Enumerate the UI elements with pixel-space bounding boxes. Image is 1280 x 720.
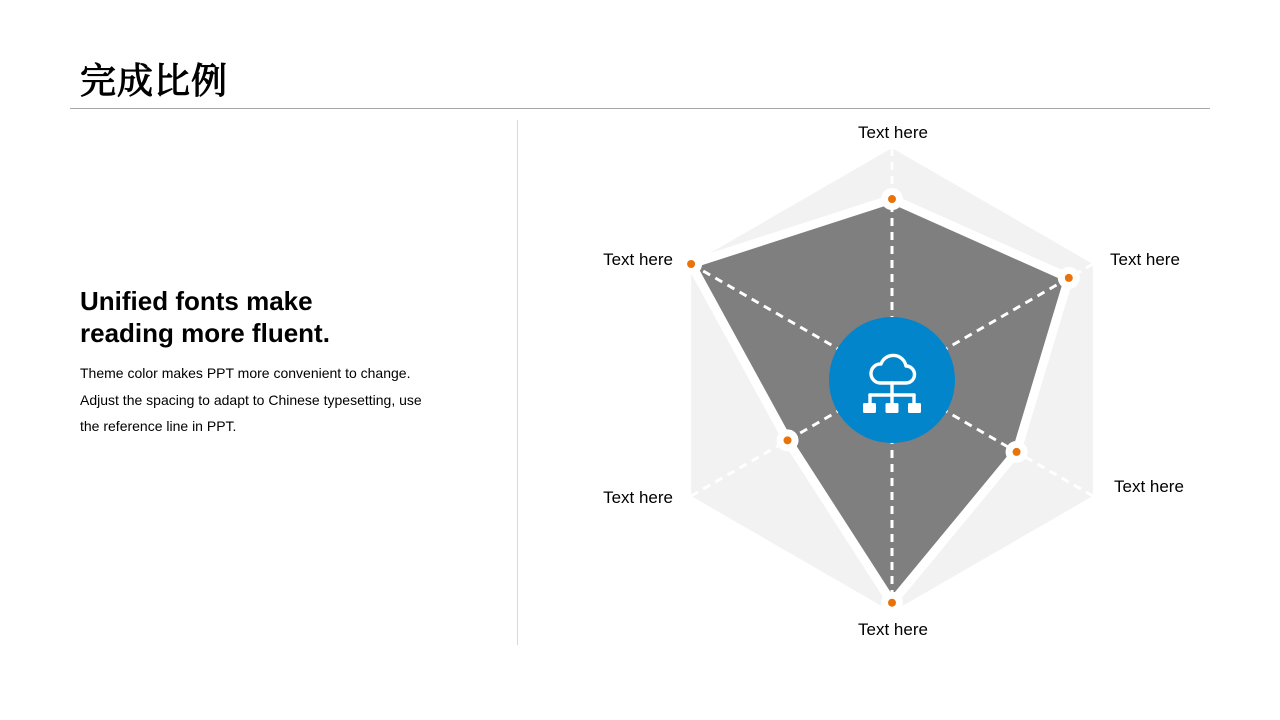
body-line-1: Theme color makes PPT more convenient to change. (80, 365, 411, 381)
center-circle (829, 317, 955, 443)
radar-point-4 (881, 592, 903, 614)
page-title: 完成比例 (80, 61, 229, 102)
network-node-right (908, 403, 921, 413)
heading-line-1: Unified fonts make (80, 286, 313, 316)
radar-label-6: Text here (603, 250, 673, 269)
radar-point-1 (881, 188, 903, 210)
radar-label-5: Text here (603, 488, 673, 507)
radar-label-1: Text here (858, 123, 928, 142)
network-node-left (863, 403, 876, 413)
body-line-2: Adjust the spacing to adapt to Chinese typesetting, use (80, 391, 422, 408)
network-node-center (886, 403, 899, 413)
radar-label-3: Text here (1114, 477, 1184, 496)
radar-point-3 (1006, 441, 1028, 463)
radar-point-2 (1058, 267, 1080, 289)
heading-line-2: reading more fluent. (80, 318, 330, 348)
radar-label-4: Text here (858, 620, 928, 639)
body-line-3: the reference line in PPT. (80, 418, 237, 434)
radar-point-5 (777, 429, 799, 451)
radar-point-6 (680, 253, 702, 275)
center-badge (829, 317, 955, 443)
radar-label-2: Text here (1110, 250, 1180, 269)
